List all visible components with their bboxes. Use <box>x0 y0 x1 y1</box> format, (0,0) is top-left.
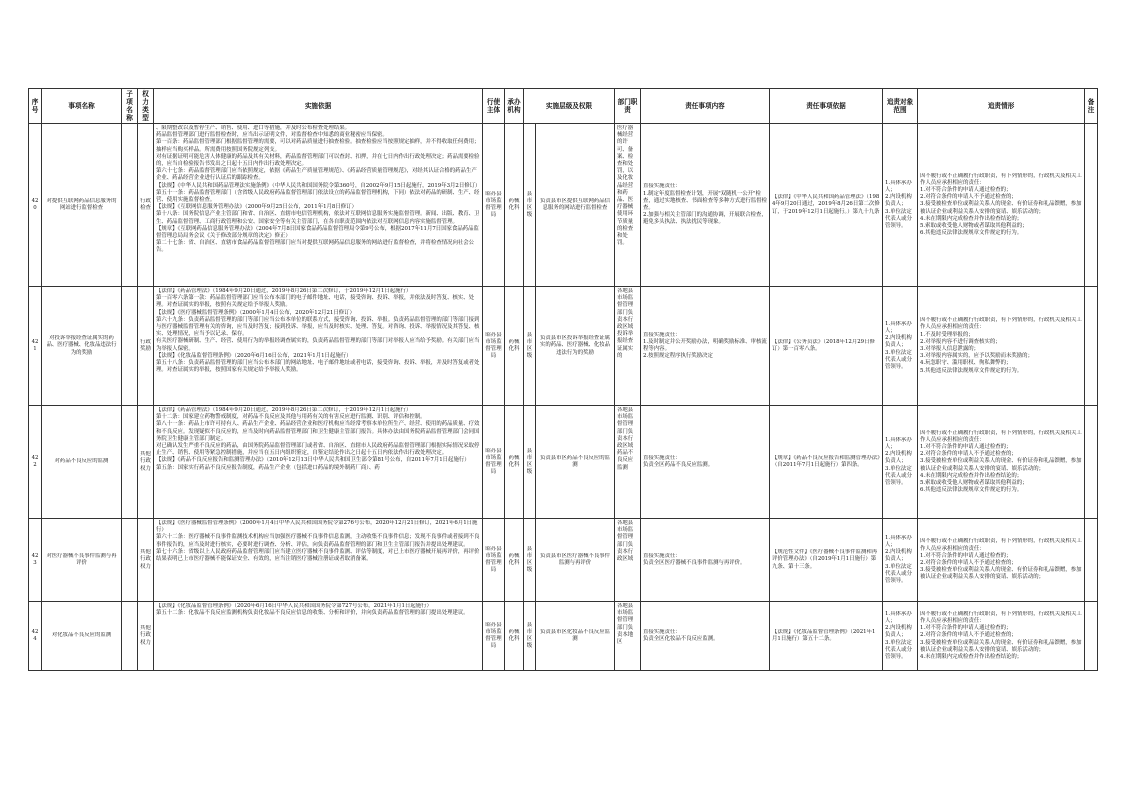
cell-basis <box>154 287 483 406</box>
cell-duty <box>615 406 641 519</box>
cell-text: 昭苏县市场监督管理局 <box>485 447 502 476</box>
cell-text: 县市区级 <box>526 331 533 360</box>
text-line: 3.接受被检查单位或利益关系人的现金、有价证券和礼品馈赠，参加被认证企业或利益关系人安排的宴请、娱乐活动的； <box>920 201 1082 215</box>
cell-dept <box>483 602 505 671</box>
text-line: 有关医疗器械研制、生产、经营、使用行为的举报经调查属实的，负责药品监督管理的部门等部门对举报人应当给予奖励。有关部门应当为举报人保密。 <box>156 338 480 352</box>
text-line: 负责全区医疗器械不良事件监测与再评价。 <box>643 560 746 566</box>
text-line: 负责全区药品不良反应监测。 <box>643 462 714 468</box>
cell-text <box>643 629 767 643</box>
cell-text: 药械化科 <box>508 338 520 352</box>
text-line: 2.对符合条件的申请人不予通过检查的； <box>920 632 1017 639</box>
cell-basis <box>154 602 483 671</box>
cell-text: 负责县市区医疗器械不良事件监测与再评价 <box>539 552 611 566</box>
text-line: 3.接受被检查单位或利益关系人的现金、有价证券和礼品馈赠，参加被认证企业或利益关系人安排的宴请、娱乐活动的； <box>920 567 1082 581</box>
text-line: 第一百零六条第一款：药品监督管理部门应当公布本部门的电子邮件地址、电话，接受咨询、投诉、举报，并依法及时答复、核实、处理。对查证属实的举报，按照有关规定给予举报人奖励。 <box>156 295 475 309</box>
header-circ: 追责情形 <box>918 89 1085 124</box>
text-line: 3.接受被检查单位或利益关系人的现金、有价证券和礼品馈赠，参加被认证企业或利益关系人安排的宴请、娱乐活动的； <box>920 639 1082 653</box>
cell-content <box>641 287 770 406</box>
cell-text: 422 <box>31 454 39 468</box>
header-target: 追责对象范围 <box>883 89 918 124</box>
cell-text: 【规范性文件】《医疗器械不良事件监测和再评价管理办法》（自2019年1月1日施行）第九条、第十三条。 <box>772 549 878 570</box>
cell-text: 药械化科 <box>508 552 520 566</box>
cell-text: 昭苏县市场监督管理局 <box>485 621 502 650</box>
cell-note <box>1085 519 1098 602</box>
text-line: 直接实施责任： <box>643 628 681 635</box>
cell-content <box>641 602 770 671</box>
text-line: 2.对符合条件的申请人不予通过检查的； <box>920 194 1017 201</box>
cell-org <box>505 519 524 602</box>
cell-text: 负责县市区提供互联网药品信息服务的网站进行监督检查 <box>539 197 611 211</box>
text-line: 第五十一条：药品监督管理部门（含省级人民政府药品监督管理部门依法设立的药品监督管理机构，下同）依法对药品的研制、生产、经营、使用实施监督检查。 <box>156 189 480 204</box>
text-line: 因不履行或不正确履行行政职责，有下列情形的，行政机关及相关工作人员应承担相应的责任： <box>920 538 1082 552</box>
cell-text: 负责县市区化妆品不良反应监测 <box>539 628 611 642</box>
cell-org <box>505 287 524 406</box>
table-row <box>29 287 1098 406</box>
cell-duty-basis <box>770 519 883 602</box>
header-content: 责任事项内容 <box>641 89 770 124</box>
text-line: 1.具体承办人； <box>885 534 912 548</box>
cell-text <box>885 180 915 230</box>
cell-duty-basis <box>770 406 883 519</box>
cell-text <box>885 321 915 371</box>
cell-level <box>524 519 536 602</box>
cell-text <box>643 183 767 226</box>
cell-no <box>29 519 42 602</box>
cell-text <box>885 611 915 661</box>
text-line: 5.索取或收受他人财物或者谋取其他利益的； <box>920 223 1028 229</box>
cell-no <box>29 287 42 406</box>
cell-content <box>641 406 770 519</box>
cell-text: 其他行政权力 <box>140 549 151 570</box>
text-line: 【法规】《医疗器械监督管理条例》（2000年1月4日公布，2020年12月21日修订） <box>156 309 355 316</box>
cell-circ <box>918 124 1085 287</box>
header-sub: 子项名称 <box>122 89 138 124</box>
cell-target <box>883 124 918 287</box>
cell-level <box>524 406 536 519</box>
text-line: 第六十九条：负责药品监督管理的部门等部门应当公布本单位的联系方式，接受咨询、投诉、举报。负责药品监督管理的部门等部门接到与医疗器械监督管理有关的咨询，应当及时答复；接到投诉、举报，应当及时核实、处理、答复。对咨询、投诉、举报情况及其答复、核实、处理情况，应当予以记录、保存。 <box>156 316 480 338</box>
cell-basis <box>154 519 483 602</box>
text-line: 2.对举报内容不进行调查核实的； <box>920 338 1001 345</box>
cell-text: 【法律】《公务员法》（2018年12月29日修订）第一百零八条。 <box>772 338 875 352</box>
text-line: 药品监督管理部门进行监督检查时，应当出示证明文件，对监督检查中知悉的商业秘密应当保密。 <box>156 132 388 139</box>
cell-text: 昭苏县市场监督管理局 <box>485 545 502 574</box>
cell-text: 各地县市场监督管理部门负责本地区 <box>617 603 634 646</box>
cell-note <box>1085 602 1098 671</box>
cell-org <box>505 124 524 287</box>
text-line: 3.单位法定代表人或分管领导。 <box>885 349 912 370</box>
cell-sub <box>122 519 138 602</box>
cell-text: 县市区级 <box>526 447 533 476</box>
text-line: 5.其他违反法律法规规章文件规定的行为。 <box>920 367 1023 374</box>
cell-no <box>29 406 42 519</box>
text-line: 1.制定年度监督检查计划，开展"双随机一公开"检查，通过实地核查、书面检查等多种方式进行监督检查。 <box>643 190 767 211</box>
text-line: 直接实施责任： <box>643 331 681 338</box>
text-line: 4.未在期限内完成检查并作出检查结论的； <box>920 472 1023 479</box>
cell-text: 其他行政权力 <box>140 451 151 472</box>
cell-org <box>505 602 524 671</box>
text-line: 3.对举报内容属实的，应予以奖励而未奖励的； <box>920 353 1033 360</box>
text-line: 因不履行或不正确履行行政职责，有下列情形的，行政机关及相关工作人员应承担相应的责任： <box>920 429 1082 443</box>
text-line: 负责全区化妆品不良反应监测。 <box>643 636 719 642</box>
text-line: 第十八条：国务院信息产业主管部门和省、自治区、直辖市电信管理机构，依法对互联网信息服务实施监督管理。新闻、出版、教育、卫生、药品监督管理、工商行政管理和公安、国家安全等有关主管部门，在各自职责范围内依法对互联网信息内容实施监督管理。 <box>156 211 480 225</box>
text-line: 2.内设机构负责人； <box>885 451 912 465</box>
text-line: 2.内设机构负责人； <box>885 549 912 563</box>
text-line: 【法律】《药品管理法》（1984年9月20日通过，2019年8月26日第二次修订，于2019年12月1日起施行） <box>156 288 412 294</box>
header-level-scope: 实施层级及权限 <box>524 89 615 124</box>
text-line: 第六十七条：药品监督管理部门应当依照规定，依据《药品生产质量管理规范》、《药品经营质量管理规范》，对经其认证合格的药品生产企业、药品经营企业进行认证后的跟踪检查。 <box>156 168 477 182</box>
cell-text: 【法律】《中华人民共和国药品管理法》（1984年9月20日通过，2019年8月26日第二次修订，于2019年12月1日起施行。）第九十九条 <box>772 194 880 215</box>
cell-level-scope <box>536 519 615 602</box>
cell-text: 424 <box>31 628 39 642</box>
cell-text: 昭苏县市场监督管理局 <box>485 331 502 360</box>
text-line: 1.对不符合条件的申请人通过检查的； <box>920 186 1012 193</box>
cell-text <box>643 332 767 361</box>
cell-text: 药械化科 <box>508 454 520 468</box>
text-line: 1.对不符合条件的申请人通过检查的； <box>920 443 1012 450</box>
cell-level-scope <box>536 287 615 406</box>
text-line: 2.内设机构负责人； <box>885 335 912 349</box>
text-line: 5.索取或收受他人财物或者谋取其他利益的； <box>920 480 1028 486</box>
cell-name <box>42 406 122 519</box>
text-line: 直接实施责任： <box>643 454 681 461</box>
cell-target <box>883 406 918 519</box>
header-duty-basis: 责任事项依据 <box>770 89 883 124</box>
text-line: 第十二条：国家建立药物警戒制度，对药品不良反应及其他与用药有关的有害反应进行监测、识别、评估和控制。 <box>156 414 426 421</box>
text-line: 1.具体承办人； <box>885 610 912 624</box>
cell-note <box>1085 287 1098 406</box>
text-line: 【法规】《中华人民共和国药品管理法实施条例》（中华人民共和国国务院令第360号，自2002年9月15日起施行，2019年3月2日修订） <box>156 182 480 189</box>
cell-name <box>42 124 122 287</box>
cell-dept <box>483 124 505 287</box>
cell-type <box>138 602 154 671</box>
text-line: 【法规】《互联网信息服务管理办法》（2000年9月25日公布，2011年1月8日修订） <box>156 204 357 211</box>
cell-text: 各地县市场监督管理部门负责本行政区域 <box>617 520 634 563</box>
cell-type <box>138 287 154 406</box>
cell-text: 对提供互联网药品信息服务的网站进行监督检查 <box>46 197 117 211</box>
cell-level <box>524 602 536 671</box>
cell-org <box>505 406 524 519</box>
table-row <box>29 519 1098 602</box>
cell-duty-basis <box>770 287 883 406</box>
cell-text <box>920 538 1082 581</box>
cell-level-scope <box>536 602 615 671</box>
text-line: 2.内设机构负责人； <box>885 194 912 208</box>
cell-text: 各地县市场监督管理部门负责本行政区域药品不良反应监测 <box>617 407 634 471</box>
text-line: 第七十六条：省级以上人民政府药品监督管理部门应当建立医疗器械不良事件监测、评估等制度，对已上市医疗器械开展再评价，再评价结果表明已上市医疗器械不能保证安全、有效的，应当注销医疗器械注册证或者取消备案。 <box>156 548 480 563</box>
cell-text <box>643 553 767 567</box>
text-line: 【法规】《化妆品监督管理条例》（2020年6月16日中华人民共和国国务院令第727号公布，2021年1月1日起施行） <box>156 603 432 609</box>
text-line: 3.单位法定代表人或分管领导。 <box>885 639 912 660</box>
cell-text: 对投诉举报经查证属实的药品、医疗器械、化妆品违法行为的奖励 <box>46 335 117 356</box>
cell-basis <box>154 406 483 519</box>
header-org: 承办机构 <box>505 89 524 124</box>
text-line: 2.对符合条件的申请人不予通过检查的； <box>920 451 1017 458</box>
cell-content <box>641 124 770 287</box>
table-row <box>29 406 1098 519</box>
text-line: 3.单位法定代表人或分管领导。 <box>885 208 912 229</box>
cell-text: 对医疗器械不良事件监测与再评价 <box>46 552 117 566</box>
cell-type <box>138 406 154 519</box>
cell-no <box>29 602 42 671</box>
cell-note <box>1085 124 1098 287</box>
cell-level-scope <box>536 124 615 287</box>
cell-text: 负责县市区药品不良反应的监测 <box>539 454 611 468</box>
cell-text <box>885 437 915 487</box>
header-basis: 实施依据 <box>154 89 483 124</box>
cell-text: 县市区级 <box>526 545 533 574</box>
table-row <box>29 602 1098 671</box>
cell-level-scope <box>536 406 615 519</box>
cell-name <box>42 519 122 602</box>
text-line: 【法规】《化妆品监督管理条例》（2020年6月16日公布，2021年1月1日起施行） <box>156 352 352 359</box>
cell-text: 负责县市区投诉举报经查证属实的药品、医疗器械、化妆品违法行为的奖励 <box>539 335 611 356</box>
text-line: 第六十二条：医疗器械不良事件监测技术机构应当加强医疗器械不良事件信息监测，主动收集不良事件信息；发现不良事件或者接到不良事件报告的，应当及时进行核实，必要时进行调查、分析、评估，向负责药品监督管理的部门和卫生主管部门报告并提出处理建议。 <box>156 534 480 548</box>
text-line: 2.加强与相关主管部门的沟通协调，开展联合检查，避免多头执法、执法扰民等现象。 <box>643 212 767 226</box>
cell-text <box>156 407 480 472</box>
cell-name <box>42 602 122 671</box>
text-line: 3.单位法定代表人或分管领导。 <box>885 563 912 584</box>
cell-type <box>138 124 154 287</box>
cell-text <box>920 317 1082 375</box>
cell-target <box>883 287 918 406</box>
text-line: 2.对符合条件的申请人不予通过检查的； <box>920 560 1017 566</box>
header-no: 序号 <box>29 89 42 124</box>
cell-sub <box>122 406 138 519</box>
cell-circ <box>918 519 1085 602</box>
text-line: 【法规】《医疗器械监督管理条例》（2000年1月4日中华人民共和国国务院令第276号公布，2020年12月21日修订，2021年6月1日施行） <box>156 520 478 534</box>
cell-duty-basis <box>770 602 883 671</box>
text-line: 直接实施责任： <box>643 183 681 190</box>
cell-dept <box>483 287 505 406</box>
header-name: 事项名称 <box>42 89 122 124</box>
cell-duty-basis <box>770 124 883 287</box>
cell-target <box>883 602 918 671</box>
cell-level <box>524 124 536 287</box>
cell-text <box>156 603 480 617</box>
cell-text: 【规章】《药品不良反应报告和监测管理办法》（自2011年7月1日起施行）第四条。 <box>772 454 880 468</box>
text-line: 4.未在期限内完成检查并作出检查结论的； <box>920 215 1023 222</box>
cell-text <box>156 520 480 563</box>
cell-duty <box>615 602 641 671</box>
text-line: 6.其他违反法律法规规章文件规定的行为。 <box>920 487 1023 494</box>
cell-duty <box>615 287 641 406</box>
cell-circ <box>918 602 1085 671</box>
text-line: 对已确认发生严重不良反应的药品，由国务院药品监督管理部门或者省、自治区、直辖市人民政府药品监督管理部门根据实际情况采取停止生产、销售、使用等紧急控制措施，并应当在五日内组织鉴定，自鉴定结论作出之日起十五日内依法作出行政处理决定。 <box>156 443 480 457</box>
cell-text: 行政检查 <box>140 197 151 211</box>
cell-text: 县市区级 <box>526 621 533 650</box>
header-row <box>29 89 1098 124</box>
cell-text: 对化妆品不良反应的监测 <box>51 632 112 639</box>
cell-text <box>156 288 480 374</box>
text-line: 1.对不符合条件的申请人通过检查的； <box>920 625 1012 632</box>
cell-circ <box>918 287 1085 406</box>
text-line: 第五十八条：负责药品监督管理的部门应当公布本部门的网站地址、电子邮件地址或者电话，接受咨询、投诉、举报，并及时答复或者处理。对查证属实的举报，按照国家有关规定给予举报人奖励。 <box>156 360 480 374</box>
text-line: 1.具体承办人； <box>885 320 912 334</box>
cell-text: 对药品不良反应的监测 <box>54 458 109 465</box>
text-line: 3.接受被检查单位或利益关系人的现金、有价证券和礼品馈赠，参加被认证企业或利益关系人安排的宴请、娱乐活动的； <box>920 458 1082 472</box>
text-line: 1.具体承办人； <box>885 179 912 193</box>
text-line: 因不履行或不正确履行行政职责，有下列情形的，行政机关及相关工作人员应承担相应的责任： <box>920 610 1082 624</box>
cell-circ <box>918 406 1085 519</box>
cell-text: 其他行政权力 <box>140 625 151 646</box>
text-line: 4.未在期限内完成检查并作出检查结论的； <box>920 654 1023 660</box>
text-line: 第五十二条：化妆品不良反应监测机构负责化妆品不良反应信息的收集、分析和评价，并向负责药品监督管理的部门提出处理建议。 <box>156 610 469 617</box>
cell-text: 县市区级 <box>526 190 533 219</box>
cell-target <box>883 519 918 602</box>
cell-text <box>920 430 1082 495</box>
cell-text: 医疗器械经营的许可、备案、检查和处罚，以及化妆品经营和药品、医疗器械使用环节质量的检查和处罚。 <box>617 125 634 247</box>
cell-duty <box>615 519 641 602</box>
cell-type <box>138 519 154 602</box>
cell-level <box>524 287 536 406</box>
cell-note <box>1085 406 1098 519</box>
text-line: 4.玩忽职守、滥用职权、徇私舞弊的； <box>920 360 1012 367</box>
cell-text: 423 <box>31 552 39 566</box>
cell-text <box>920 611 1082 661</box>
cell-text <box>920 173 1082 238</box>
header-type: 权力类型 <box>138 89 154 124</box>
text-line: 第五条：国家实行药品不良反应报告制度，药品生产企业（包括进口药品的境外制药厂商）、药 <box>156 464 380 471</box>
cell-duty <box>615 124 641 287</box>
cell-text: 420 <box>31 197 39 211</box>
text-line: 对有证据证明可能危害人体健康的药品及其有关材料，药品监督管理部门可以查封、扣押，并在七日内作出行政处理决定；药品需要检验的，应当自检验报告书发出之日起十五日内作出行政处理决定。 <box>156 153 480 168</box>
cell-text: 【法规】《化妆品监督管理条例》（2021年1月1日施行）第五十二条。 <box>772 628 876 642</box>
cell-sub <box>122 287 138 406</box>
text-line: 2.按照规定程序执行奖励决定 <box>643 353 713 360</box>
text-line: 第二十七条：省、自治区、直辖市食品药品监督管理部门应当对提供互联网药品信息服务的网站进行监督检查，并将检查情况向社会公告。 <box>156 240 475 254</box>
responsibility-list-sheet <box>28 88 1097 671</box>
cell-name <box>42 287 122 406</box>
cell-sub <box>122 602 138 671</box>
text-line: 6.其他违反法律法规规章文件规定的行为。 <box>920 230 1023 237</box>
text-line: 3.对举报人信息泄露的； <box>920 346 980 352</box>
cell-text <box>885 535 915 585</box>
text-line: 第一百条：药品监督管理部门根据监督管理的需要，可以对药品质量进行抽查检验。抽查检验应当按照规定抽样，并不得收取任何费用；抽样应当购买样品。所需费用按照国务院规定列支。 <box>156 139 480 153</box>
cell-text: 行政奖励 <box>140 338 151 352</box>
text-line: 因不履行或不正确履行行政职责，有下列情形的，行政机关及相关工作人员应承担相应的责任： <box>920 172 1082 186</box>
cell-dept <box>483 406 505 519</box>
text-line: 【法律】《药品管理法》（1984年9月20日通过，2019年8月26日第二次修订，于2019年12月1日起施行） <box>156 407 412 413</box>
text-line: 第八十一条：药品上市许可持有人、药品生产企业、药品经营企业和医疗机构应当经常考察本单位所生产、经营、使用的药品质量、疗效和不良反应。发现疑似不良反应的，应当及时向药品监督管理部门和卫生健康主管部门报告。具体办法由国务院药品监督管理部门会同国务院卫生健康主管部门制定。 <box>156 421 480 442</box>
cell-no <box>29 124 42 287</box>
power-items-table <box>28 88 1098 671</box>
table-row <box>29 124 1098 287</box>
text-line: 因不履行或不正确履行行政职责，有下列情形的，行政机关及相关工作人员应承担相应的责任： <box>920 317 1082 331</box>
text-line: 【法规】《药品不良反应报告和监测管理办法》（2010年12月13日中华人民共和国卫生部令第81号公布，自2011年7月1日起施行） <box>156 457 470 464</box>
text-line: 1.对不符合条件的申请人通过检查的； <box>920 552 1012 559</box>
cell-text: 各地县市场监督管理部门负责本行政区域投诉举报经查证属实的 <box>617 288 634 359</box>
cell-text: 药械化科 <box>508 628 520 642</box>
cell-content <box>641 519 770 602</box>
text-line: 【规章】《互联网药品信息服务管理办法》（2004年7月8日国家食品药品监督管理局令第9号公布，根据2017年11月7日国家食品药品监督管理总局局务会议《关于修改部分规章的决定》修正） <box>156 225 479 240</box>
text-line: 1.具体承办人； <box>885 436 912 450</box>
cell-basis <box>154 124 483 287</box>
cell-text: 昭苏县市场监督管理局 <box>485 190 502 219</box>
header-note: 备注 <box>1085 89 1098 124</box>
cell-text <box>156 125 480 255</box>
header-dept: 行使主体 <box>483 89 505 124</box>
cell-text <box>643 455 767 469</box>
cell-text: 421 <box>31 338 39 352</box>
text-line: 、限期整改以及暂停生产、销售、使用、进口等措施，并及时公布检查处理结果。 <box>156 125 351 131</box>
header-duty: 部门职责 <box>615 89 641 124</box>
text-line: 3.单位法定代表人或分管领导。 <box>885 465 912 486</box>
text-line: 1.及时制定并公开奖励办法，明确奖励标准、审核流程等内容。 <box>643 338 767 352</box>
text-line: 2.内设机构负责人； <box>885 625 912 639</box>
cell-dept <box>483 519 505 602</box>
cell-text: 药械化科 <box>508 197 520 211</box>
cell-sub <box>122 124 138 287</box>
text-line: 直接实施责任： <box>643 552 681 559</box>
text-line: 1.不及时受理举报的； <box>920 331 974 338</box>
